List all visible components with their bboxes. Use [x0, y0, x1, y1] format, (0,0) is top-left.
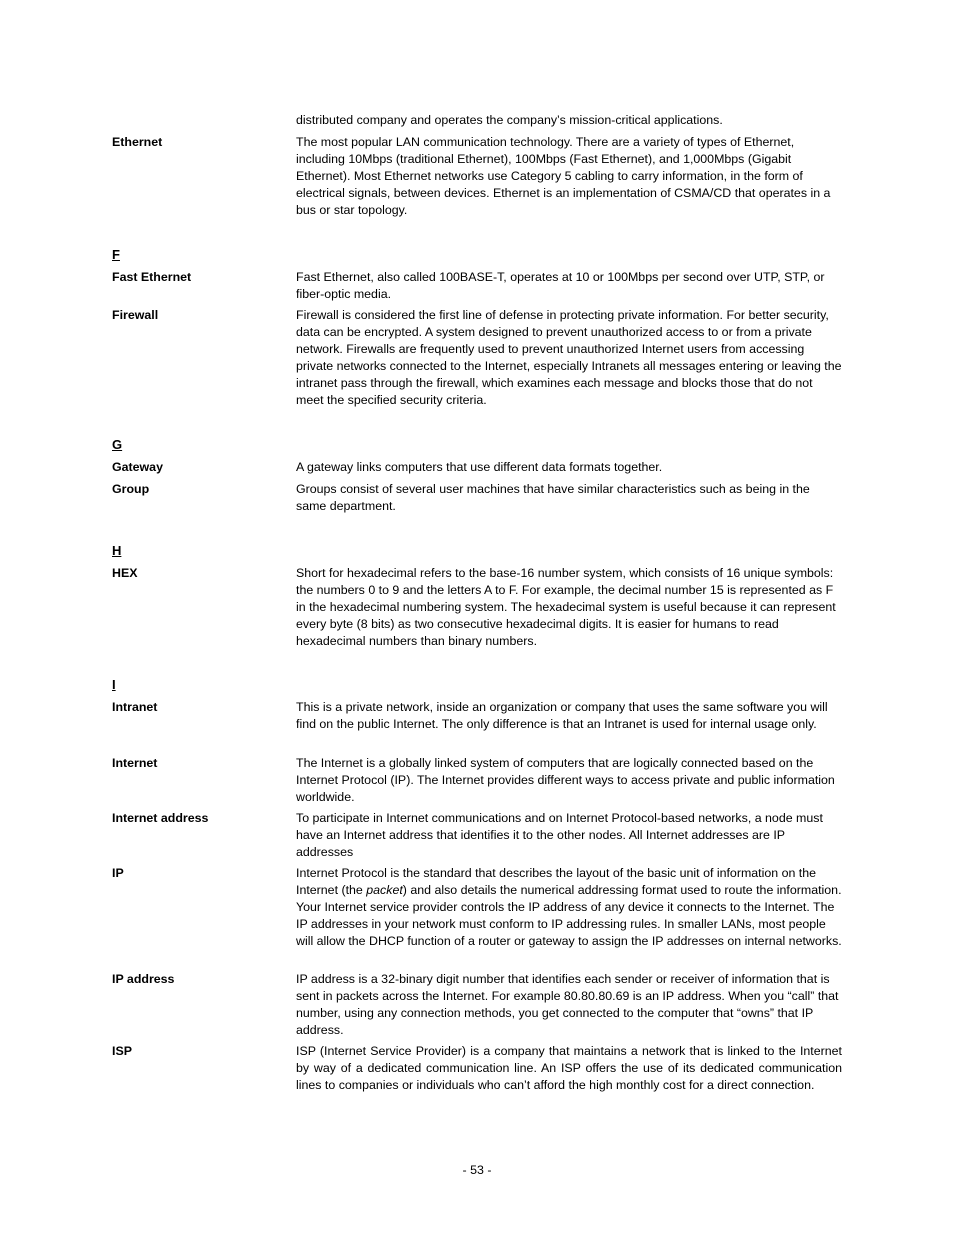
definition-fast-ethernet: Fast Ethernet, also called 100BASE-T, operates at 10 or 100Mbps per second over UTP, STP, or fiber-optic media.	[296, 270, 825, 301]
term-ip-address: IP address	[112, 972, 175, 986]
definition-firewall: Firewall is considered the first line of defense in protecting private information. For better security, data can be encrypted. A system designed to prevent unauthorized access to or from a private network. Firewalls are frequently used to prevent unauthorized Internet users from accessing private networks connected to the Internet, especially Intranets all messages entering or leaving the intranet pass through the firewall, which examines each message and blocks those that do not meet the specified security criteria.	[296, 308, 842, 407]
definition-ethernet: The most popular LAN communication technology. There are a variety of types of Ethernet, including 10Mbps (traditional Ethernet), 100Mbps (Fast Ethernet), and 1,000Mbps (Gigabit Ethernet). Most Ethernet networks use Category 5 cabling to carry information, in the form of electrical signals, between devices. Ethernet is an implementation of CSMA/CD that operates in a bus or star topology.	[296, 135, 831, 217]
definition-ip-address: IP address is a 32-binary digit number that identifies each sender or receiver of information that is sent in packets across the Internet. For example 80.80.80.69 is an IP address. When you “call” that number, using any connection methods, you get connected to the computer that “owns” that IP address.	[296, 972, 839, 1037]
definition-internet-address: To participate in Internet communications and on Internet Protocol-based networks, a node must have an Internet address that identifies it to the other nodes. All Internet addresses are IP addresses	[296, 811, 823, 859]
term-gateway: Gateway	[112, 460, 163, 474]
term-firewall: Firewall	[112, 308, 159, 322]
term-ip: IP	[112, 866, 124, 880]
definition-intranet: This is a private network, inside an organization or company that uses the same software you will find on the public Internet. The only difference is that an Intranet is used for internal usage only.	[296, 700, 828, 731]
section-heading-i: I	[112, 677, 116, 692]
definition-internet: The Internet is a globally linked system of computers that are logically connected based on the Internet Protocol (IP). The Internet provides different ways to access private and public information worldwide.	[296, 756, 835, 804]
definition-hex: Short for hexadecimal refers to the base-16 number system, which consists of 16 unique symbols: the numbers 0 to 9 and the letters A to F. For example, the decimal number 15 is represented as F in the hexadecimal numbering system. The hexadecimal system is useful because it can represent every byte (8 bits) as two consecutive hexadecimal digits. It is easier for humans to read hexadecimal numbers than binary numbers.	[296, 566, 836, 648]
intro-continuation: distributed company and operates the company’s mission-critical applications.	[296, 113, 723, 127]
definition-gateway: A gateway links computers that use different data formats together.	[296, 460, 663, 474]
term-internet: Internet	[112, 756, 158, 770]
definition-group: Groups consist of several user machines that have similar characteristics such as being in the same department.	[296, 482, 810, 513]
term-fast-ethernet: Fast Ethernet	[112, 270, 192, 284]
term-ethernet: Ethernet	[112, 135, 163, 149]
term-intranet: Intranet	[112, 700, 158, 714]
definition-ip-part1: Internet Protocol is the standard that describes the layout of the basic unit of information on the Internet (the	[296, 866, 817, 897]
section-heading-h: H	[112, 543, 122, 558]
definition-isp: ISP (Internet Service Provider) is a company that maintains a network that is linked to the Internet by way of a dedicated communication line. An ISP offers the use of its dedicated communication lines to companies or individuals who can’t afford the high monthly cost for a direct connection.	[296, 1044, 842, 1092]
term-hex: HEX	[112, 566, 138, 580]
definition-ip-part2: ) and also details the numerical addressing format used to route the information. Your Internet service provider controls the IP address of any device it connects to the Internet. The IP addresses in your network must conform to IP addressing rules. In smaller LANs, most people will allow the DHCP function of a router or gateway to assign the IP addresses on internal networks.	[296, 882, 842, 948]
term-group: Group	[112, 482, 150, 496]
term-internet-address: Internet address	[112, 811, 209, 825]
definition-ip	[296, 865, 842, 950]
definition-ip-emphasis: packet	[366, 882, 403, 897]
section-heading-f: F	[112, 247, 120, 262]
page-number: - 53 -	[462, 1163, 492, 1177]
term-isp: ISP	[112, 1044, 132, 1058]
section-heading-g: G	[112, 437, 123, 452]
